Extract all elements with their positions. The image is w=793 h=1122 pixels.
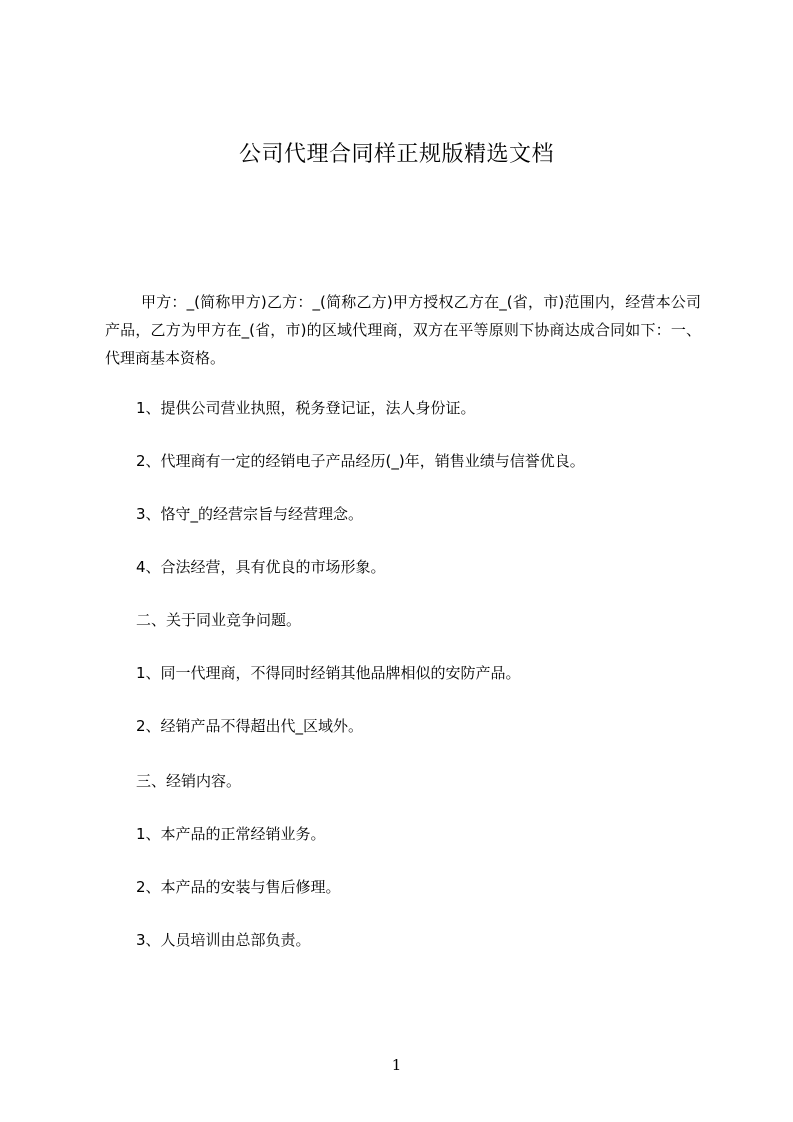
paragraph-item: 2、代理商有一定的经销电子产品经历(_)年，销售业绩与信誉优良。 bbox=[136, 452, 585, 470]
document-title: 公司代理合同样正规版精选文档 bbox=[238, 142, 554, 167]
paragraph-item: 2、本产品的安装与售后修理。 bbox=[136, 878, 341, 896]
intro-paragraph: 甲方：_(简称甲方)乙方：_(简称乙方)甲方授权乙方在_(省，市)范围内，经营本公司产品，乙方为甲方在_(省，市)的区域代理商，双方在平等原则下协商达成合同如下：一、代理商基本资格。 bbox=[105, 293, 701, 367]
section-heading: 二、关于同业竞争问题。 bbox=[136, 611, 302, 629]
page-number: 1 bbox=[391, 1056, 402, 1074]
paragraph-item: 3、恪守_的经营宗旨与经营理念。 bbox=[136, 505, 364, 523]
paragraph-item: 1、提供公司营业执照，税务登记证，法人身份证。 bbox=[136, 399, 476, 417]
paragraph-item: 4、合法经营，具有优良的市场形象。 bbox=[136, 558, 386, 576]
paragraph-item: 3、人员培训由总部负责。 bbox=[136, 931, 311, 949]
paragraph-item: 1、本产品的正常经销业务。 bbox=[136, 825, 326, 843]
paragraph-item: 1、同一代理商，不得同时经销其他品牌相似的安防产品。 bbox=[136, 664, 521, 682]
paragraph-item: 2、经销产品不得超出代_区域外。 bbox=[136, 717, 364, 735]
section-heading: 三、经销内容。 bbox=[136, 772, 242, 790]
